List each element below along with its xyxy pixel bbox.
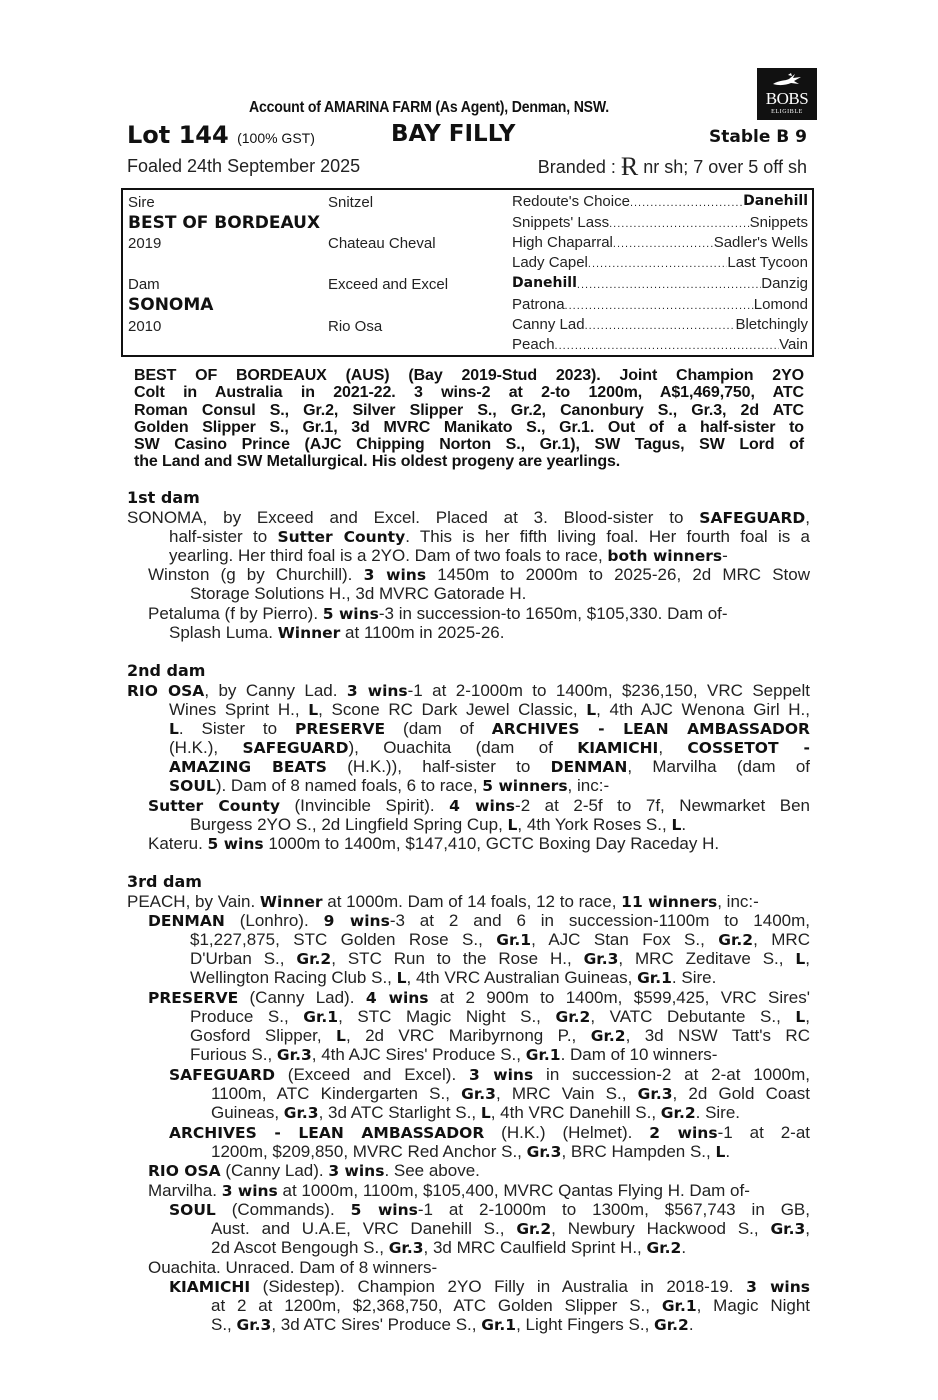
bold-text: Winner (277, 624, 341, 642)
text: , 4th AJC Wenona Girl H., (596, 700, 810, 719)
bold-text: SOUL (169, 777, 216, 795)
family-line (190, 815, 686, 835)
family-line (190, 584, 526, 603)
bold-text: SAFEGUARD (242, 739, 349, 757)
ancestor-right: Snippets (749, 214, 808, 231)
sire-year: 2019 (128, 235, 162, 252)
text: , 3d NSW Tatt's RC (625, 1026, 810, 1045)
text: Splash Luma. (169, 623, 278, 642)
ancestor-left: Redoute's Choice (512, 193, 630, 210)
text: Produce S., (190, 1007, 304, 1026)
family-line (148, 911, 810, 931)
text: , 2d VRC Maribyrnong P., (345, 1026, 591, 1045)
bold-text: Gr.1 (303, 1008, 339, 1026)
text: PEACH, by Vain. (127, 892, 260, 911)
gst-note: (100% GST) (237, 130, 315, 146)
family-line (211, 1084, 810, 1104)
bold-text: DENMAN (550, 758, 628, 776)
bold-text: 5 wins (350, 1201, 418, 1219)
family-line (169, 700, 810, 720)
sire-sire: Snitzel (328, 194, 374, 211)
bold-text: KIAMICHI (577, 739, 659, 757)
text: Storage Solutions H., 3d MVRC Gatorade H. (190, 584, 527, 603)
family-line (148, 1258, 437, 1277)
bold-text: 3 wins (346, 682, 408, 700)
text: yearling. Her third foal is a 2YO. Dam of two foals to race, (169, 546, 608, 565)
ancestor-row (512, 214, 808, 234)
family-line (148, 1181, 750, 1201)
family-line (169, 719, 810, 739)
bold-text: L (671, 816, 682, 834)
bold-text: both winners (607, 547, 723, 565)
text: (Canny Lad). (220, 1161, 329, 1180)
text: , MRC Vain S., (495, 1084, 638, 1103)
sire-summary-line: Golden Slipper S., Gr.1, 3d MVRC Manikato S., Gr.1. Out of a half-sister to (134, 418, 804, 436)
first-dam-heading: 1st dam (127, 488, 200, 507)
bold-text: AMAZING BEATS (169, 758, 327, 776)
sire-name: BEST OF BORDEAUX (128, 213, 321, 233)
ancestor-right: Danehill (743, 193, 808, 209)
ancestor-right: Danzig (761, 275, 808, 292)
text: S., (211, 1315, 237, 1334)
family-line (211, 1103, 740, 1123)
ancestor-row (512, 316, 808, 336)
family-line (190, 1026, 810, 1046)
bold-text: L (480, 1104, 491, 1122)
text: , Light Fingers S., (516, 1315, 655, 1334)
bold-text: Gr.2 (516, 1220, 552, 1238)
family-line (190, 968, 716, 988)
family-line (211, 1219, 810, 1239)
text: . Sire. (695, 1103, 741, 1122)
family-line (148, 796, 810, 816)
family-line (169, 1065, 810, 1085)
text: . This is her fifth living foal. Her fourth foal is a (405, 527, 810, 546)
text: . (725, 1142, 731, 1161)
bold-text: Gr.3 (276, 1046, 312, 1064)
bold-text: Gr.1 (481, 1316, 517, 1334)
text: , inc:- (567, 776, 610, 795)
bold-text: Gr.2 (654, 1316, 689, 1334)
bold-text: ARCHIVES - LEAN AMBASSADOR (169, 1124, 485, 1142)
lot-label: Lot 144 (127, 121, 229, 149)
text: , STC Run to the Rose H., (331, 949, 584, 968)
bold-text: Gr.3 (637, 1085, 673, 1103)
family-line (148, 565, 810, 585)
bold-text: 5 wins (322, 605, 379, 623)
text: , (805, 508, 810, 527)
text: at 1100m in 2025-26. (340, 623, 505, 642)
text: (Commands). (215, 1200, 351, 1219)
bold-text: L (308, 701, 319, 719)
foaled-date: Foaled 24th September 2025 (127, 156, 361, 176)
bold-text: Gr.1 (637, 969, 672, 987)
bold-text: Gr.2 (646, 1239, 682, 1257)
text: , Magic Night (696, 1296, 811, 1315)
family-line (211, 1296, 810, 1316)
horse-jockey-icon (771, 72, 803, 90)
bold-text: ARCHIVES - LEAN AMBASSADOR (491, 720, 810, 738)
ancestor-left: Lady Capel (512, 254, 588, 271)
stable-location: Stable B 9 (709, 127, 807, 147)
bold-text: Gr.1 (525, 1046, 561, 1064)
family-line (127, 892, 759, 912)
ancestor-left: Patrona (512, 296, 565, 313)
bold-text: 9 wins (323, 912, 390, 930)
text: at 1000m. Dam of 14 foals, 12 to race, (322, 892, 622, 911)
bold-text: 3 wins (221, 1182, 278, 1200)
text: 1000m to 1400m, $147,410, GCTC Boxing Day Raceday H. (263, 834, 720, 853)
ancestor-row (512, 296, 808, 316)
bold-text: Gr.3 (461, 1085, 496, 1103)
text: , 4th VRC Danehill S., (490, 1103, 661, 1122)
ancestor-right: Lomond (753, 296, 808, 313)
bold-text: Gr.3 (583, 950, 619, 968)
text: -1 at 2-at (717, 1123, 810, 1142)
text: Winston (g by Churchill). (148, 565, 364, 584)
text: (Exceed and Excel). (274, 1065, 469, 1084)
bold-text: 4 wins (365, 989, 429, 1007)
bold-text: Gr.1 (661, 1297, 697, 1315)
brand-info (538, 152, 807, 182)
bold-text: L (586, 701, 597, 719)
bold-text: SAFEGUARD (699, 509, 806, 527)
dam-year: 2010 (128, 318, 162, 335)
bold-text: L (795, 950, 806, 968)
text: , Scone RC Dark Jewel Classic, (318, 700, 587, 719)
family-line (169, 1200, 810, 1220)
text: Gosford Slipper, (190, 1026, 337, 1045)
ancestor-left: Snippets' Lass (512, 214, 610, 231)
text: , (805, 1219, 811, 1238)
text: ). Dam of 8 named foals, 6 to race, (215, 776, 483, 795)
bold-text: Gr.2 (590, 1027, 626, 1045)
bold-text: 3 wins (469, 1066, 534, 1084)
text: . (681, 815, 687, 834)
text: , MRC (753, 930, 810, 949)
bold-text: SOUL (169, 1201, 216, 1219)
text: at 1000m, 1100m, $105,400, MVRC Qantas Flying H. Dam of- (277, 1181, 750, 1200)
text: 2d Ascot Bengough S., (211, 1238, 389, 1257)
brand-mark-icon: Ɍ (620, 152, 639, 181)
text: at 2 at 1200m, $2,368,750, ATC Golden Slipper S., (211, 1296, 662, 1315)
text: . Sire. (671, 968, 717, 987)
family-line (148, 1161, 480, 1181)
text: (H.K.)), half-sister to (326, 757, 551, 776)
family-line (169, 738, 810, 758)
family-line (127, 508, 810, 528)
text: Wellington Racing Club S., (190, 968, 397, 987)
bold-text: Gr.3 (526, 1143, 562, 1161)
dam-dam: Rio Osa (328, 318, 383, 335)
text: , (805, 949, 810, 968)
text: - (722, 546, 728, 565)
ancestor-left: Danehill (512, 275, 577, 291)
text: . Sister to (178, 719, 295, 738)
sire-summary-line: Colt in Australia in 2021-22. 3 wins-2 at 2-to 1200m, A$1,469,750, ATC (134, 384, 804, 402)
dam-label: Dam (128, 276, 160, 293)
bold-text: L (336, 1027, 346, 1045)
text: , VATC Debutante S., (590, 1007, 796, 1026)
text: , 3d MRC Caulfield Sprint H., (423, 1238, 647, 1257)
text: , BRC Hampden S., (561, 1142, 716, 1161)
pedigree-table (121, 188, 814, 357)
vendor-account: Account of AMARINA FARM (As Agent), Denman, NSW. (249, 99, 609, 116)
family-line (169, 1277, 810, 1297)
text: , (658, 738, 688, 757)
bold-text: Gr.3 (283, 1104, 319, 1122)
ancestor-right: Sadler's Wells (713, 234, 808, 251)
bold-text: 5 wins (207, 835, 264, 853)
lot-number (127, 121, 315, 149)
family-line (190, 930, 810, 950)
second-dam-heading: 2nd dam (127, 661, 206, 680)
dam-sire: Exceed and Excel (328, 276, 449, 293)
family-line (127, 681, 810, 701)
bold-text: Gr.3 (770, 1220, 806, 1238)
sire-summary-line: SW Casino Prince (AJC Chipping Norton S., Gr.1), SW Tagus, SW Lord of (134, 436, 804, 454)
text: SONOMA, by Exceed and Excel. Placed at 3. Blood-sister to (127, 508, 700, 527)
bold-text: SAFEGUARD (169, 1066, 275, 1084)
bold-text: COSSETOT - (687, 739, 810, 757)
family-line (148, 604, 728, 624)
bold-text: 4 wins (449, 797, 516, 815)
bold-text: 3 wins (328, 1162, 385, 1180)
bold-text: PRESERVE (294, 720, 386, 738)
text: Marvilha. (148, 1181, 222, 1200)
sire-dam: Chateau Cheval (328, 235, 436, 252)
bold-text: 3 wins (746, 1278, 810, 1296)
text: ), Ouachita (dam of (348, 738, 578, 757)
text: . (688, 1315, 694, 1334)
ancestor-row (512, 234, 808, 254)
family-line (211, 1142, 730, 1162)
branded-detail: nr sh; 7 over 5 off sh (643, 157, 807, 177)
family-line (169, 527, 810, 547)
family-line (211, 1238, 686, 1258)
text: (Canny Lad). (238, 988, 366, 1007)
bold-text: Gr.2 (296, 950, 332, 968)
bold-text: KIAMICHI (169, 1278, 251, 1296)
ancestor-left: Peach (512, 336, 555, 353)
text: -1 at 2-1000m to 1300m, $567,743 in GB, (417, 1200, 810, 1219)
text: Wines Sprint H., (169, 700, 309, 719)
text: (dam of (385, 719, 492, 738)
bold-text: L (396, 969, 407, 987)
text: , inc:- (717, 892, 759, 911)
family-line (169, 757, 810, 777)
text: Kateru. (148, 834, 208, 853)
sire-summary-line: Roman Consul S., Gr.2, Silver Slipper S., Gr.2, Canonbury S., Gr.3, 2d ATC (134, 401, 804, 419)
family-line (190, 1007, 810, 1027)
ancestor-right: Bletchingly (735, 316, 808, 333)
family-line (148, 988, 810, 1008)
sire-summary (134, 367, 804, 471)
text: in succession-2 at 2-at 1000m, (533, 1065, 811, 1084)
text: , 3d ATC Starlight S., (318, 1103, 481, 1122)
bold-text: L (715, 1143, 726, 1161)
bold-text: RIO OSA (127, 682, 205, 700)
text: D'Urban S., (190, 949, 297, 968)
text: , 2d Gold Coast (672, 1084, 810, 1103)
text: , (805, 1007, 810, 1026)
branded-label: Branded : (537, 157, 616, 177)
sire-summary-line: the Land and SW Metallurgical. His oldest progeny are yearlings. (134, 453, 621, 471)
ancestor-row (512, 336, 808, 356)
family-line (169, 1123, 810, 1143)
text: , by Canny Lad. (204, 681, 347, 700)
bobs-eligible-logo (757, 68, 817, 120)
family-line (169, 623, 504, 643)
text: . Dam of 10 winners- (560, 1045, 718, 1064)
bold-text: 5 winners (482, 777, 568, 795)
text: , STC Magic Night S., (338, 1007, 556, 1026)
bold-text: L (507, 816, 518, 834)
text: $1,227,875, STC Golden Rose S., (190, 930, 497, 949)
text: Burgess 2YO S., 2d Lingfield Spring Cup, (190, 815, 508, 834)
text: , 3d ATC Sires' Produce S., (271, 1315, 482, 1334)
text: 1200m, $209,850, MVRC Red Anchor S., (211, 1142, 527, 1161)
bold-text: Gr.3 (236, 1316, 272, 1334)
ancestor-right: Vain (779, 336, 808, 353)
bold-text: DENMAN (148, 912, 225, 930)
bold-text: 11 winners (621, 893, 718, 911)
text: -3 in succession-to 1650m, $105,330. Dam of- (378, 604, 728, 623)
text: Aust. and U.A.E, VRC Danehill S., (211, 1219, 517, 1238)
text: , 4th York Roses S., (517, 815, 672, 834)
text: 1100m, ATC Kindergarten S., (211, 1084, 462, 1103)
bold-text: Gr.1 (496, 931, 532, 949)
text: Ouachita. Unraced. Dam of 8 winners- (148, 1258, 438, 1277)
text: at 2 900m to 1400m, $599,425, VRC Sires' (428, 988, 810, 1007)
text: , 4th AJC Sires' Produce S., (311, 1045, 526, 1064)
bold-text: 3 wins (363, 566, 427, 584)
text: -2 at 2-5f to 7f, Newmarket Ben (515, 796, 811, 815)
bold-text: L (169, 720, 179, 738)
bold-text: L (795, 1008, 806, 1026)
text: half-sister to (169, 527, 278, 546)
text: (H.K.), (169, 738, 243, 757)
logo-line1: BOBS (765, 89, 809, 108)
bold-text: Gr.2 (555, 1008, 591, 1026)
bold-text: RIO OSA (148, 1162, 221, 1180)
bold-text: Winner (259, 893, 323, 911)
text: (Sidestep). Champion 2YO Filly in Australia in 2018-19. (250, 1277, 747, 1296)
text: Guineas, (211, 1103, 284, 1122)
text: , Marvilha (dam of (627, 757, 811, 776)
family-line (169, 546, 728, 566)
text: . (681, 1238, 687, 1257)
text: , 4th VRC Australian Guineas, (406, 968, 638, 987)
text: (Invincible Spirit). (279, 796, 450, 815)
bold-text: Gr.2 (660, 1104, 696, 1122)
family-line (190, 949, 810, 969)
bold-text: Gr.3 (388, 1239, 424, 1257)
ancestor-row (512, 254, 808, 274)
bold-text: 2 wins (649, 1124, 718, 1142)
text: . See above. (384, 1161, 480, 1180)
text: , MRC Zeditave S., (618, 949, 796, 968)
lot-line (127, 121, 807, 151)
sire-summary-line: BEST OF BORDEAUX (AUS) (Bay 2019-Stud 2023). Joint Champion 2YO (134, 367, 804, 384)
family-line (148, 834, 719, 854)
ancestor-left: Canny Lad (512, 316, 585, 333)
ancestor-row (512, 275, 808, 295)
ancestor-right: Last Tycoon (727, 254, 808, 271)
ancestor-left: High Chaparral (512, 234, 613, 251)
sire-label: Sire (128, 194, 155, 211)
text: Petaluma (f by Pierro). (148, 604, 323, 623)
family-line (169, 776, 609, 796)
text: -3 at 2 and 6 in succession-1100m to 1400m, (389, 911, 810, 930)
logo-line2: ELIGIBLE (771, 109, 803, 115)
text: 1450m to 2000m to 2025-26, 2d MRC Stow (426, 565, 811, 584)
horse-description: BAY FILLY (391, 121, 516, 147)
text: , AJC Stan Fox S., (531, 930, 719, 949)
third-dam-heading: 3rd dam (127, 872, 202, 891)
family-line (190, 1045, 717, 1065)
bold-text: Sutter County (277, 528, 406, 546)
text: (Lonhro). (224, 911, 324, 930)
ancestor-row (512, 193, 808, 213)
text: Furious S., (190, 1045, 277, 1064)
text: , Newbury Hackwood S., (551, 1219, 771, 1238)
text: (H.K.) (Helmet). (484, 1123, 650, 1142)
family-line (211, 1315, 694, 1335)
text: -1 at 2-1000m to 1400m, $236,150, VRC Seppelt (407, 681, 810, 700)
bold-text: PRESERVE (148, 989, 239, 1007)
dam-name: SONOMA (128, 295, 214, 315)
bold-text: Gr.2 (718, 931, 754, 949)
bold-text: Sutter County (148, 797, 280, 815)
